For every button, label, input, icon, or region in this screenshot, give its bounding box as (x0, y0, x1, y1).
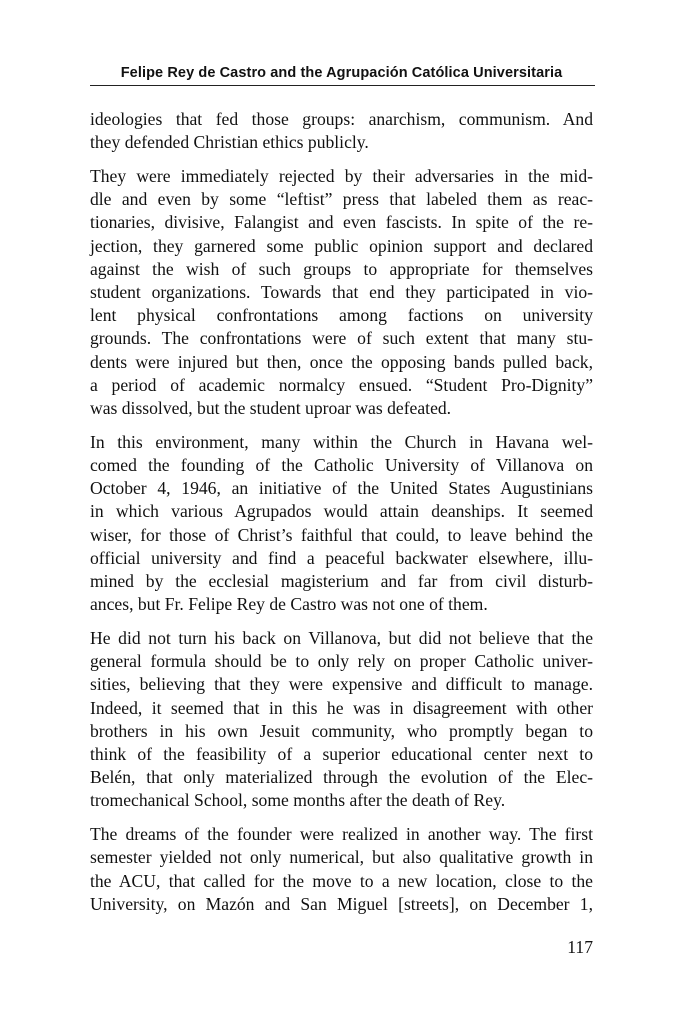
text-line: The dreams of the founder were realized in another way. The first (90, 824, 593, 845)
text-line: ances, but Fr. Felipe Rey de Castro was not one of them. (90, 594, 488, 615)
text-line: ideologies that fed those groups: anarchism, communism. And (90, 109, 593, 129)
text-line: October 4, 1946, an initiative of the United States Augustinians (90, 478, 593, 499)
text-line: grounds. The confrontations were of such extent that many stu- (90, 328, 593, 349)
text-line: wiser, for those of Christ’s faithful that could, to leave behind the (90, 524, 593, 545)
text-line: was dissolved, but the student uproar was defeated. (90, 398, 452, 419)
text-line: student organizations. Towards that end they participated in vio- (90, 282, 593, 303)
text-line: Indeed, it seemed that in this he was in disagreement with other (90, 697, 593, 718)
text-line: comed the founding of the Catholic University of Villanova on (90, 455, 593, 476)
paragraph (90, 627, 593, 813)
text-line: dle and even by some “leftist” press that labeled them as reac- (90, 189, 593, 210)
text-line: against the wish of such groups to appropriate for themselves (90, 258, 593, 279)
text-line: they defended Christian ethics publicly. (90, 132, 369, 153)
page-number: 117 (567, 937, 593, 957)
running-header-title: Felipe Rey de Castro and the Agrupación Católica Universitaria (120, 65, 563, 81)
text-line: official university and find a peaceful backwater elsewhere, illu- (90, 547, 593, 568)
text-line: a period of academic normalcy ensued. “Student Pro-Dignity” (90, 374, 593, 395)
text-line: He did not turn his back on Villanova, but did not believe that the (90, 628, 593, 649)
text-line: semester yielded not only numerical, but also qualitative growth in (90, 847, 593, 868)
text-line: tromechanical School, some months after the death of Rey. (90, 790, 506, 811)
text-line: mined by the ecclesial magisterium and far from civil disturb- (90, 571, 593, 592)
text-line: lent physical confrontations among factions on university (90, 305, 593, 326)
text-line: tionaries, divisive, Falangist and even fascists. In spite of the re- (90, 212, 593, 233)
text-line: Belén, that only materialized through the evolution of the Elec- (90, 767, 593, 788)
text-line: in which various Agrupados would attain deanships. It seemed (90, 501, 593, 522)
paragraph (90, 431, 593, 617)
text-line: the ACU, that called for the move to a new location, close to the (90, 870, 593, 891)
paragraph (90, 108, 593, 154)
text-line: think of the feasibility of a superior educational center next to (90, 744, 593, 765)
paragraph (90, 823, 593, 916)
text-line: general formula should be to only rely on proper Catholic univer- (90, 651, 593, 672)
text-line: brothers in his own Jesuit community, who promptly began to (90, 720, 593, 741)
text-line: They were immediately rejected by their adversaries in the mid- (90, 166, 593, 186)
text-line: jection, they garnered some public opinion support and declared (90, 235, 593, 256)
text-line: sities, believing that they were expensive and difficult to manage. (90, 674, 593, 695)
text-line: In this environment, many within the Church in Havana wel- (90, 431, 593, 452)
paragraph (90, 165, 593, 420)
header-rule (90, 85, 595, 86)
text-line: University, on Mazón and San Miguel [streets], on December 1, (90, 893, 593, 914)
body-text (90, 108, 593, 927)
text-line: dents were injured but then, once the opposing bands pulled back, (90, 351, 593, 372)
